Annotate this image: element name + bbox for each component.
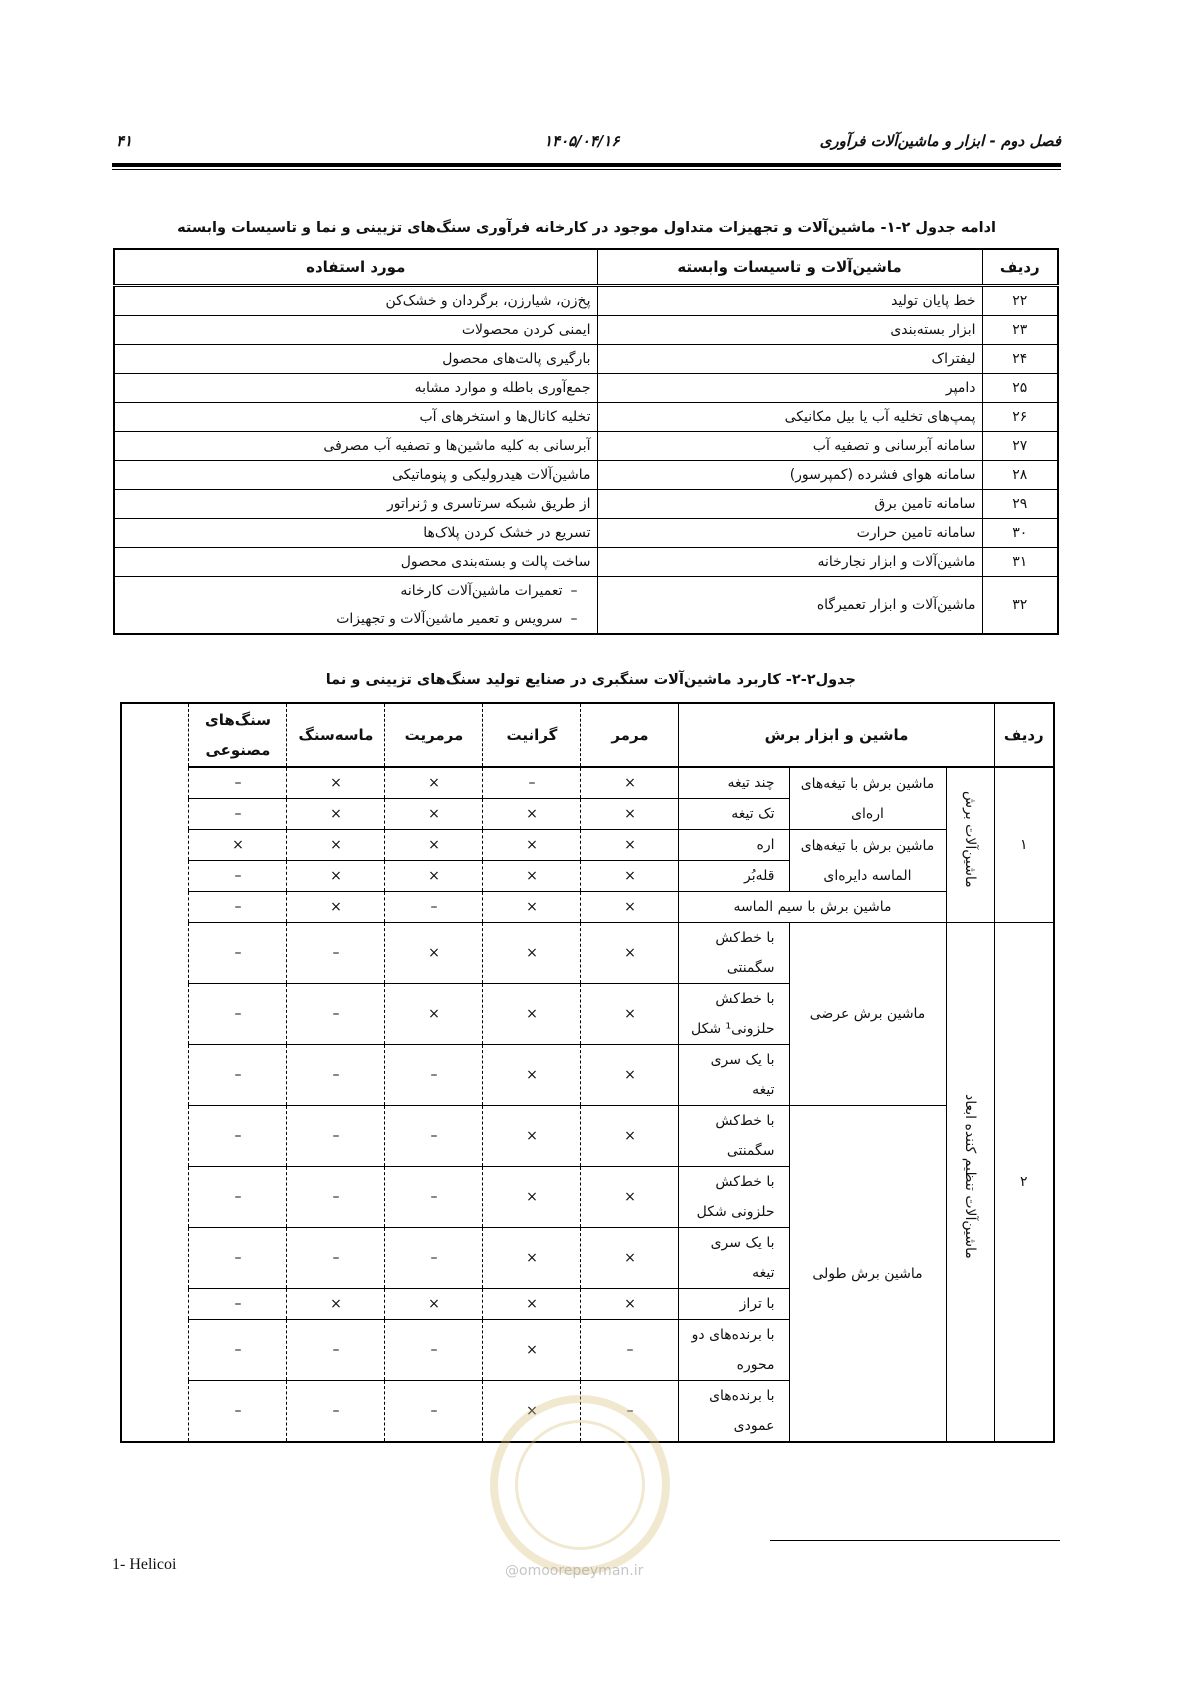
table2-cell-marmarite: – bbox=[385, 1106, 483, 1167]
table2-cell-marmarite: – bbox=[385, 892, 483, 923]
table2-cell-marble: × bbox=[581, 984, 679, 1045]
table1-header-machine: ماشین‌آلات و تاسیسات وابسته bbox=[597, 249, 982, 286]
header-rule-thick bbox=[112, 163, 1061, 167]
table2-tool-type bbox=[679, 1320, 789, 1381]
table2-cell-artificial: – bbox=[189, 923, 287, 984]
table2-cell-granite: × bbox=[483, 984, 581, 1045]
table1-row bbox=[114, 374, 1058, 403]
table2-cell-marble: × bbox=[581, 830, 679, 861]
table1-row-use: ماشین‌آلات هیدرولیکی و پنوماتیکی bbox=[114, 461, 597, 490]
table1-row-use: تخلیه کانال‌ها و استخرهای آب bbox=[114, 403, 597, 432]
table2-cell-marmarite: – bbox=[385, 1320, 483, 1381]
table2-cell-marble: × bbox=[581, 1045, 679, 1106]
table2-subgroup-longitudinal: ماشین برش طولی bbox=[789, 1106, 946, 1443]
table2-row bbox=[121, 923, 1054, 984]
table1-row bbox=[114, 316, 1058, 345]
table1-row-num: ۲۴ bbox=[982, 345, 1058, 374]
table2-group-num: ۱ bbox=[994, 767, 1054, 923]
table2-cell-marble: × bbox=[581, 1289, 679, 1320]
table2-cell-marble: × bbox=[581, 1106, 679, 1167]
table2-tool-line1: با خط‌کش bbox=[715, 930, 775, 946]
table1-row-use: ساخت پالت و بسته‌بندی محصول bbox=[114, 548, 597, 577]
table2-blade-type: قله‌بُر bbox=[679, 861, 789, 892]
table2-header-sandstone: ماسه‌سنگ bbox=[287, 703, 385, 767]
table2-blade-type: اره bbox=[679, 830, 789, 861]
table2-cell-marmarite: × bbox=[385, 923, 483, 984]
table1-row-machine: پمپ‌های تخلیه آب یا بیل مکانیکی bbox=[597, 403, 982, 432]
table2-cell-sandstone: × bbox=[287, 830, 385, 861]
table2-tool-line2: محوره bbox=[736, 1357, 775, 1373]
header-rule-thin bbox=[112, 169, 1061, 170]
table2-tool-line1: با تراز bbox=[739, 1296, 775, 1312]
table2-cell-marmarite: × bbox=[385, 830, 483, 861]
table2-tool-type bbox=[679, 984, 789, 1045]
table2-cell-sandstone: × bbox=[287, 767, 385, 799]
table1-caption: ادامه جدول ۲-۱- ماشین‌آلات و تجهیزات متداول موجود در کارخانه فرآوری سنگ‌های تزیینی و نما و تاسیسات وابسته bbox=[177, 220, 996, 236]
table2-cell-marmarite: × bbox=[385, 799, 483, 830]
table2-cell-marble: × bbox=[581, 892, 679, 923]
header-date: ۱۴۰۵/۰۴/۱۶ bbox=[544, 132, 620, 150]
table2-cell-granite: × bbox=[483, 1228, 581, 1289]
table1-row bbox=[114, 403, 1058, 432]
table2-group-num: ۲ bbox=[994, 923, 1054, 1443]
table1-row bbox=[114, 519, 1058, 548]
table1-row-use: تسریع در خشک کردن پلاک‌ها bbox=[114, 519, 597, 548]
table2-header-artificial bbox=[189, 703, 287, 767]
table2-header-marble: مرمر bbox=[581, 703, 679, 767]
table2-cell-artificial: – bbox=[189, 1228, 287, 1289]
table1-use-item: – تعمیرات ماشین‌آلات کارخانه bbox=[121, 577, 591, 605]
footnote: 1- Helicoi bbox=[112, 1556, 177, 1573]
table2-cell-marmarite: – bbox=[385, 1167, 483, 1228]
table2-cell-marble: × bbox=[581, 923, 679, 984]
table1-row-num: ۲۶ bbox=[982, 403, 1058, 432]
table2-tool-line2: سگمنتی bbox=[726, 1143, 775, 1159]
table1 bbox=[113, 248, 1059, 635]
table2-cell-sandstone: – bbox=[287, 1167, 385, 1228]
table2-subgroup-saw: ماشین برش با تیغه‌های اره‌ای bbox=[789, 767, 946, 830]
table2-cell-sandstone: – bbox=[287, 923, 385, 984]
table2-cell-artificial: – bbox=[189, 984, 287, 1045]
table1-row-last bbox=[114, 577, 1058, 635]
table2-header-row bbox=[121, 703, 1054, 767]
table2-tool-line1: با یک سری bbox=[710, 1235, 775, 1251]
table2-cell-marble: × bbox=[581, 861, 679, 892]
table2-cell-marble: × bbox=[581, 767, 679, 799]
table2-caption: جدول۲-۲- کاربرد ماشین‌آلات سنگبری در صنایع تولید سنگ‌های تزیینی و نما bbox=[325, 672, 856, 688]
table2-cell-granite: × bbox=[483, 799, 581, 830]
table2-cell-artificial: – bbox=[189, 1106, 287, 1167]
table2-cell-sandstone: × bbox=[287, 1289, 385, 1320]
table2-cell-sandstone: – bbox=[287, 1106, 385, 1167]
table1-row-machine: ماشین‌آلات و ابزار نجارخانه bbox=[597, 548, 982, 577]
watermark-site: @omoorepeyman.ir bbox=[505, 1563, 644, 1579]
table1-row-machine: سامانه هوای فشرده (کمپرسور) bbox=[597, 461, 982, 490]
table2-cell-granite: × bbox=[483, 1381, 581, 1443]
table2-cell-artificial: – bbox=[189, 1381, 287, 1443]
table2-cell-sandstone: – bbox=[287, 984, 385, 1045]
table2-group-label-text: ماشین‌آلات تنظیم کننده ابعاد bbox=[962, 1094, 978, 1259]
table1-row-use: جمع‌آوری باطله و موارد مشابه bbox=[114, 374, 597, 403]
table1-header-use: مورد استفاده bbox=[114, 249, 597, 286]
table1-row bbox=[114, 490, 1058, 519]
table2-cell-granite: – bbox=[483, 767, 581, 799]
table2-row bbox=[121, 1106, 1054, 1167]
table2-cell-artificial: – bbox=[189, 1289, 287, 1320]
table2-cell-granite: × bbox=[483, 1320, 581, 1381]
table1-row bbox=[114, 461, 1058, 490]
table2-wire-saw: ماشین برش با سیم الماسه bbox=[679, 892, 946, 923]
table2-row bbox=[121, 830, 1054, 861]
footnote-rule bbox=[770, 1540, 1060, 1541]
page-number: ۴۱ bbox=[116, 132, 133, 150]
table2-tool-line2: سگمنتی bbox=[726, 960, 775, 976]
table2-tool-type bbox=[679, 1381, 789, 1443]
table1-row-num: ۲۳ bbox=[982, 316, 1058, 345]
table2-cell-marmarite: – bbox=[385, 1228, 483, 1289]
table1-row-num: ۳۲ bbox=[982, 577, 1058, 635]
table2-cell-artificial: – bbox=[189, 1045, 287, 1106]
table2-tool-line1: با خط‌کش bbox=[715, 1113, 775, 1129]
table1-row-machine: سامانه تامین حرارت bbox=[597, 519, 982, 548]
table2-group-label bbox=[946, 767, 994, 923]
watermark-seal-inner bbox=[515, 1420, 645, 1550]
table2-tool-line2: حلزونی¹ شکل bbox=[691, 1021, 775, 1037]
table2-tool-line1: با یک سری bbox=[710, 1052, 775, 1068]
table2-tool-line1: با خط‌کش bbox=[715, 991, 775, 1007]
table1-row bbox=[114, 345, 1058, 374]
table1-row-num: ۲۵ bbox=[982, 374, 1058, 403]
table2-cell-marmarite: – bbox=[385, 1045, 483, 1106]
table1-row-machine: سامانه آبرسانی و تصفیه آب bbox=[597, 432, 982, 461]
table2-cell-granite: × bbox=[483, 1167, 581, 1228]
table2-tool-type bbox=[679, 1289, 789, 1320]
table2-cell-artificial: – bbox=[189, 1320, 287, 1381]
table2-cell-sandstone: – bbox=[287, 1045, 385, 1106]
table2-tool-type bbox=[679, 1167, 789, 1228]
page-header bbox=[112, 132, 1061, 156]
table2-cell-marmarite: × bbox=[385, 1289, 483, 1320]
table2-cell-sandstone: × bbox=[287, 861, 385, 892]
table2-cell-marmarite: × bbox=[385, 861, 483, 892]
table1-row-use: بارگیری پالت‌های محصول bbox=[114, 345, 597, 374]
table2-subgroup-circular: ماشین برش با تیغه‌های الماسه دایره‌ای bbox=[789, 830, 946, 892]
table2-cell-granite: × bbox=[483, 1045, 581, 1106]
table2-blade-type: چند تیغه bbox=[679, 767, 789, 799]
table2-cell-granite: × bbox=[483, 1106, 581, 1167]
table2-cell-sandstone: – bbox=[287, 1228, 385, 1289]
table2-cell-artificial: – bbox=[189, 892, 287, 923]
table2-cell-marmarite: × bbox=[385, 767, 483, 799]
table1-row-use: از طریق شبکه سرتاسری و ژنراتور bbox=[114, 490, 597, 519]
table2-cell-marmarite: – bbox=[385, 1381, 483, 1443]
table1-header-row-num: ردیف bbox=[982, 249, 1058, 286]
table1-row-machine: ماشین‌آلات و ابزار تعمیرگاه bbox=[597, 577, 982, 635]
table1-row-use: آبرسانی به کلیه ماشین‌ها و تصفیه آب مصرفی bbox=[114, 432, 597, 461]
table2-cell-artificial: – bbox=[189, 861, 287, 892]
table2-cell-granite: × bbox=[483, 1289, 581, 1320]
table1-row bbox=[114, 286, 1058, 316]
table2-cell-marble: – bbox=[581, 1320, 679, 1381]
table2-cell-sandstone: – bbox=[287, 1381, 385, 1443]
table2-cell-granite: × bbox=[483, 861, 581, 892]
table2-subgroup-cross: ماشین برش عرضی bbox=[789, 923, 946, 1106]
table2-cell-sandstone: × bbox=[287, 892, 385, 923]
table2-tool-line1: با برنده‌های bbox=[709, 1388, 775, 1404]
table2-cell-sandstone: – bbox=[287, 1320, 385, 1381]
table1-row-machine: ابزار بسته‌بندی bbox=[597, 316, 982, 345]
table2-cell-sandstone: × bbox=[287, 799, 385, 830]
table2-cell-granite: × bbox=[483, 830, 581, 861]
table1-row-num: ۲۹ bbox=[982, 490, 1058, 519]
table2-cell-artificial: – bbox=[189, 799, 287, 830]
table1-row bbox=[114, 432, 1058, 461]
table2-tool-type bbox=[679, 1045, 789, 1106]
table2-header-granite: گرانیت bbox=[483, 703, 581, 767]
table2-cell-artificial: – bbox=[189, 1167, 287, 1228]
table1-row-use bbox=[114, 577, 597, 635]
table1-row-num: ۲۷ bbox=[982, 432, 1058, 461]
table1-row bbox=[114, 548, 1058, 577]
table2-cell-granite: × bbox=[483, 923, 581, 984]
table1-row-num: ۳۱ bbox=[982, 548, 1058, 577]
table2 bbox=[120, 702, 1055, 1443]
table2-cell-artificial: × bbox=[189, 830, 287, 861]
table2-row bbox=[121, 892, 1054, 923]
table1-row-use: پخ‌زن، شیارزن، برگردان و خشک‌کن bbox=[114, 286, 597, 316]
table2-group-label bbox=[946, 923, 994, 1443]
table1-row-num: ۲۸ bbox=[982, 461, 1058, 490]
table2-header-row-num: ردیف bbox=[994, 703, 1054, 767]
table1-header-row bbox=[114, 249, 1058, 286]
table2-tool-line2: تیغه bbox=[752, 1082, 775, 1098]
table1-row-machine: دامپر bbox=[597, 374, 982, 403]
table1-use-item: – سرویس و تعمیر ماشین‌آلات و تجهیزات bbox=[121, 605, 591, 633]
table2-header-artificial-line1: سنگ‌های bbox=[204, 711, 271, 729]
table2-group-label-text: ماشین‌آلات برش bbox=[962, 791, 978, 888]
table1-row-num: ۲۲ bbox=[982, 286, 1058, 316]
table1-row-machine: لیفتراک bbox=[597, 345, 982, 374]
table2-cell-marble: × bbox=[581, 1228, 679, 1289]
table2-row bbox=[121, 767, 1054, 799]
table2-cell-marble: × bbox=[581, 799, 679, 830]
table2-cell-marmarite: × bbox=[385, 984, 483, 1045]
table2-tool-type bbox=[679, 1228, 789, 1289]
table2-cell-artificial: – bbox=[189, 767, 287, 799]
table2-tool-type bbox=[679, 923, 789, 984]
table2-tool-line2: عمودی bbox=[733, 1418, 775, 1434]
table1-row-use: ایمنی کردن محصولات bbox=[114, 316, 597, 345]
table2-tool-line2: حلزونی شکل bbox=[696, 1204, 775, 1220]
table2-header-machine: ماشین و ابزار برش bbox=[679, 703, 994, 767]
table1-row-machine: سامانه تامین برق bbox=[597, 490, 982, 519]
table2-header-artificial-line2: مصنوعی bbox=[205, 741, 271, 759]
table2-header-marmarite: مرمریت bbox=[385, 703, 483, 767]
table2-cell-granite: × bbox=[483, 892, 581, 923]
table2-tool-line2: تیغه bbox=[752, 1265, 775, 1281]
table2-blade-type: تک تیغه bbox=[679, 799, 789, 830]
chapter-title: فصل دوم - ابزار و ماشین‌آلات فرآوری bbox=[819, 132, 1061, 150]
table1-row-num: ۳۰ bbox=[982, 519, 1058, 548]
table1-row-machine: خط پایان تولید bbox=[597, 286, 982, 316]
table2-tool-line1: با برنده‌های دو bbox=[691, 1327, 775, 1343]
table2-cell-marble: × bbox=[581, 1167, 679, 1228]
table2-tool-line1: با خط‌کش bbox=[715, 1174, 775, 1190]
table2-cell-marble: – bbox=[581, 1381, 679, 1443]
table2-tool-type bbox=[679, 1106, 789, 1167]
